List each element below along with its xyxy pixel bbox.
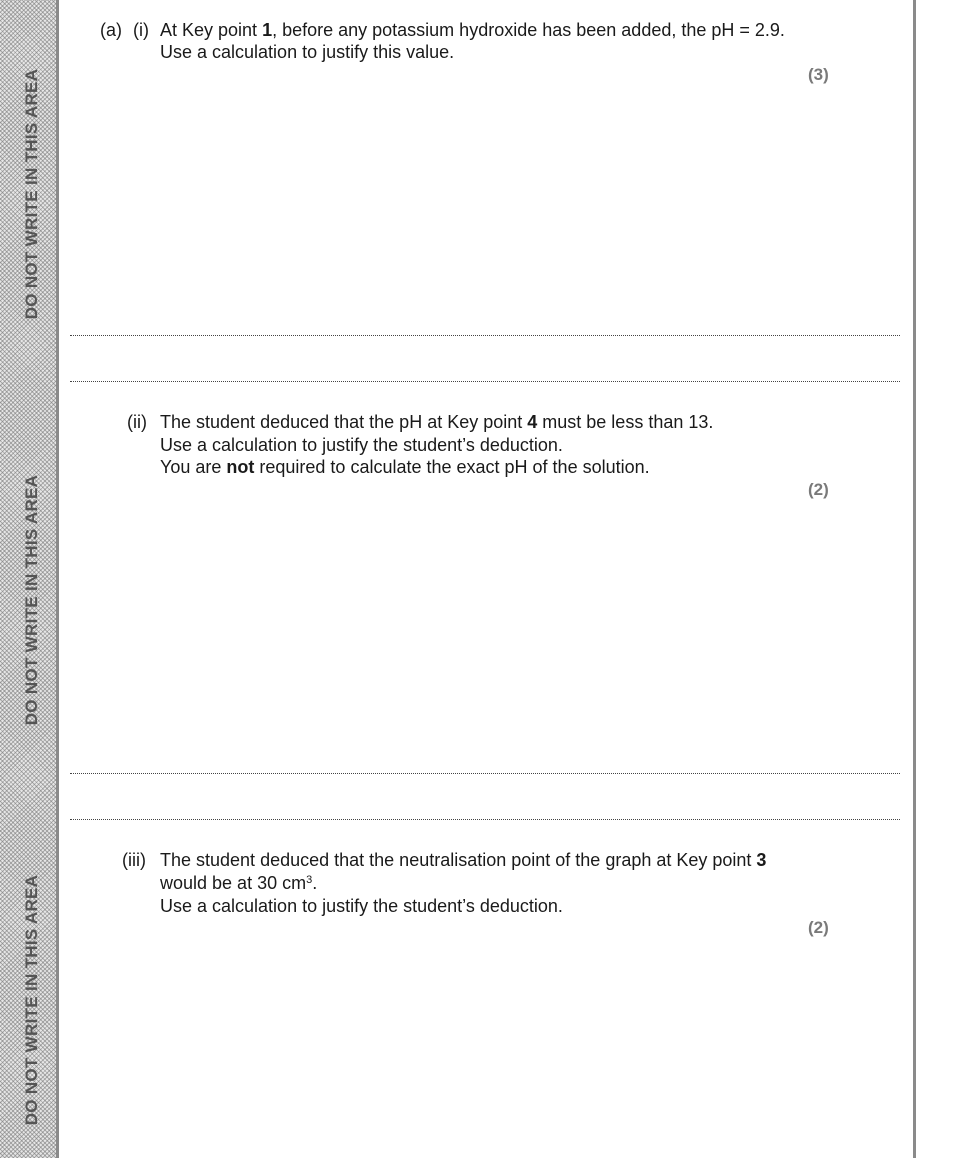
question-a-ii-line2: Use a calculation to justify the student’s deduction. [160, 435, 563, 455]
answer-line[interactable] [70, 819, 900, 820]
question-a-iii-line1: The student deduced that the neutralisation point of the graph at Key point 3 [160, 850, 767, 870]
answer-line[interactable] [70, 773, 900, 774]
answer-line[interactable] [70, 381, 900, 382]
margin-rule-left [56, 0, 59, 1158]
question-a-i-line2: Use a calculation to justify this value. [160, 42, 455, 62]
question-a-iii-line3: Use a calculation to justify the student’s deduction. [160, 896, 563, 916]
question-a-i-line1: At Key point 1, before any potassium hydroxide has been added, the pH = 2.9. [160, 20, 785, 40]
question-a-ii-line3: You are not required to calculate the exact pH of the solution. [160, 457, 650, 477]
margin-warning-top: DO NOT WRITE IN THIS AREA [22, 68, 41, 320]
question-a-ii-line1: The student deduced that the pH at Key point 4 must be less than 13. [160, 412, 714, 432]
question-a-ii-number: (ii) [127, 412, 147, 432]
question-a-i-number: (i) [133, 20, 149, 40]
question-a-part-label: (a) [100, 20, 122, 40]
question-a-iii-line2: would be at 30 $cm^3$. [160, 873, 318, 893]
question-a-iii-marks: (2) [808, 918, 829, 937]
margin-warning-middle: DO NOT WRITE IN THIS AREA [22, 474, 41, 726]
question-a-i-marks: (3) [808, 65, 829, 84]
right-margin [916, 0, 974, 1158]
answer-line[interactable] [70, 335, 900, 336]
question-a-iii-number: (iii) [122, 850, 146, 870]
margin-warning-bottom: DO NOT WRITE IN THIS AREA [22, 874, 41, 1126]
question-a-ii-marks: (2) [808, 480, 829, 499]
